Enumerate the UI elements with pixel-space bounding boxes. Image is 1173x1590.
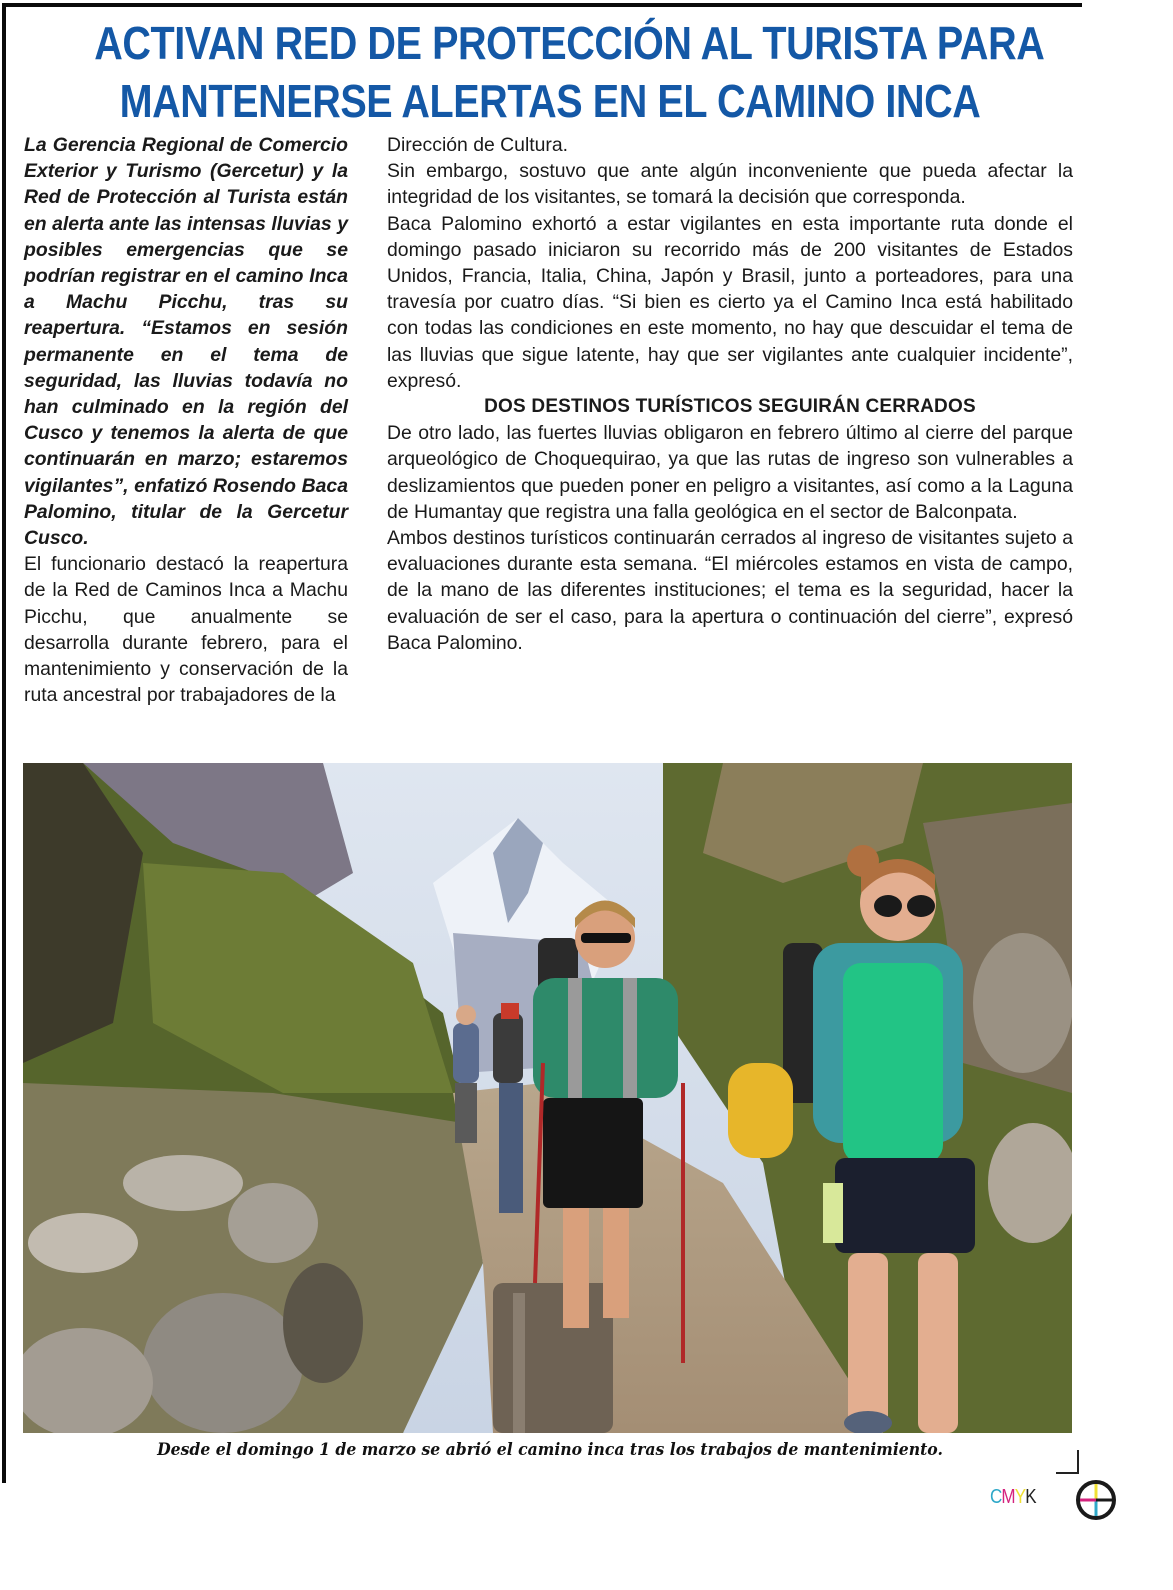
cmyk-c: C: [990, 1486, 1002, 1508]
headline-line-2: MANTENERSE ALERTAS EN EL CAMINO INCA: [119, 75, 981, 127]
cmyk-k: K: [1025, 1486, 1036, 1508]
photo-caption: Desde el domingo 1 de marzo se abrió el camino inca tras los trabajos de mantenimiento.: [157, 1440, 943, 1460]
headline-line-1: ACTIVAN RED DE PROTECCIÓN AL TURISTA PARA: [94, 17, 1045, 69]
lead-paragraph: La Gerencia Regional de Comercio Exterior y Turismo (Gercetur) y la Red de Protección al Turista están en alerta ante las intensas lluvias y posibles emergencias que se podrían registrar en el camino Inca a Machu Picchu, tras su reapertura. “Estamos en sesión permanente en el tema de seguridad, las lluvias todavía no han culminado en la región del Cusco y tenemos la alerta de que continuarán en marzo; estaremos vigilantes”, enfatizó Rosendo Baca Palomino, titular de la Gercetur Cusco.: [24, 134, 348, 550]
crop-mark-vertical: [1077, 1450, 1079, 1474]
frame-top-rule: [2, 3, 1082, 7]
hikers-photo: [23, 763, 1072, 1433]
body-paragraph: Ambos destinos turísticos continuarán cerrados al ingreso de visitantes sujeto a evaluaciones durante esta semana. “El miércoles estamos en vista de campo, de la mano de las diferentes instituciones; el tema es la seguridad, hacer la evaluación de ser el caso, para la apertura o continuación del cierre”, expresó Baca Palomino.: [387, 527, 1073, 654]
body-paragraph: Dirección de Cultura.: [387, 134, 569, 156]
body-paragraph: Sin embargo, sostuvo que ante algún inconveniente que pueda afectar la integridad de los visitantes, se tomará la decisión que corresponda.: [387, 160, 1073, 209]
hikers-photo-illustration: [23, 763, 1072, 1433]
frame-left-rule: [2, 3, 6, 1483]
body-paragraph: Baca Palomino exhortó a estar vigilantes en esta importante ruta donde el domingo pasado iniciaron su recorrido más de 200 visitantes de Estados Unidos, Francia, Italia, China, Japón y Brasil, junto a porteadores, para una travesía por cuatro días. “Si bien es cierto ya el Camino Inca está habilitado con todas las condiciones en este momento, no hay que descuidar el tema de las lluvias que sigue latente, hay que ser vigilantes ante cualquier incidente”, expresó.: [387, 212, 1073, 392]
body-paragraph: De otro lado, las fuertes lluvias obligaron en febrero último al cierre del parque arqueológico de Choquequirao, ya que las rutas de ingreso son vulnerables a deslizamientos que pueden poner en peligro a visitantes, así como a la Laguna de Humantay que registra una falla geológica en el sector de Balconpata.: [387, 422, 1073, 523]
cmyk-label: [990, 1486, 1036, 1509]
cmyk-m: M: [1001, 1486, 1015, 1508]
headline: [94, 14, 1045, 130]
body-paragraph: El funcionario destacó la reapertura de la Red de Caminos Inca a Machu Picchu, que anualmente se desarrolla durante febrero, para el mantenimiento y conservación de la ruta ancestral por trabajadores de la: [24, 553, 348, 707]
registration-mark-icon: [1074, 1478, 1118, 1522]
left-column: [24, 132, 348, 708]
crop-mark-horizontal: [1056, 1472, 1078, 1474]
subheading: DOS DESTINOS TURÍSTICOS SEGUIRÁN CERRADOS: [484, 396, 976, 418]
right-column: [387, 132, 1073, 656]
cmyk-y: Y: [1014, 1486, 1026, 1508]
